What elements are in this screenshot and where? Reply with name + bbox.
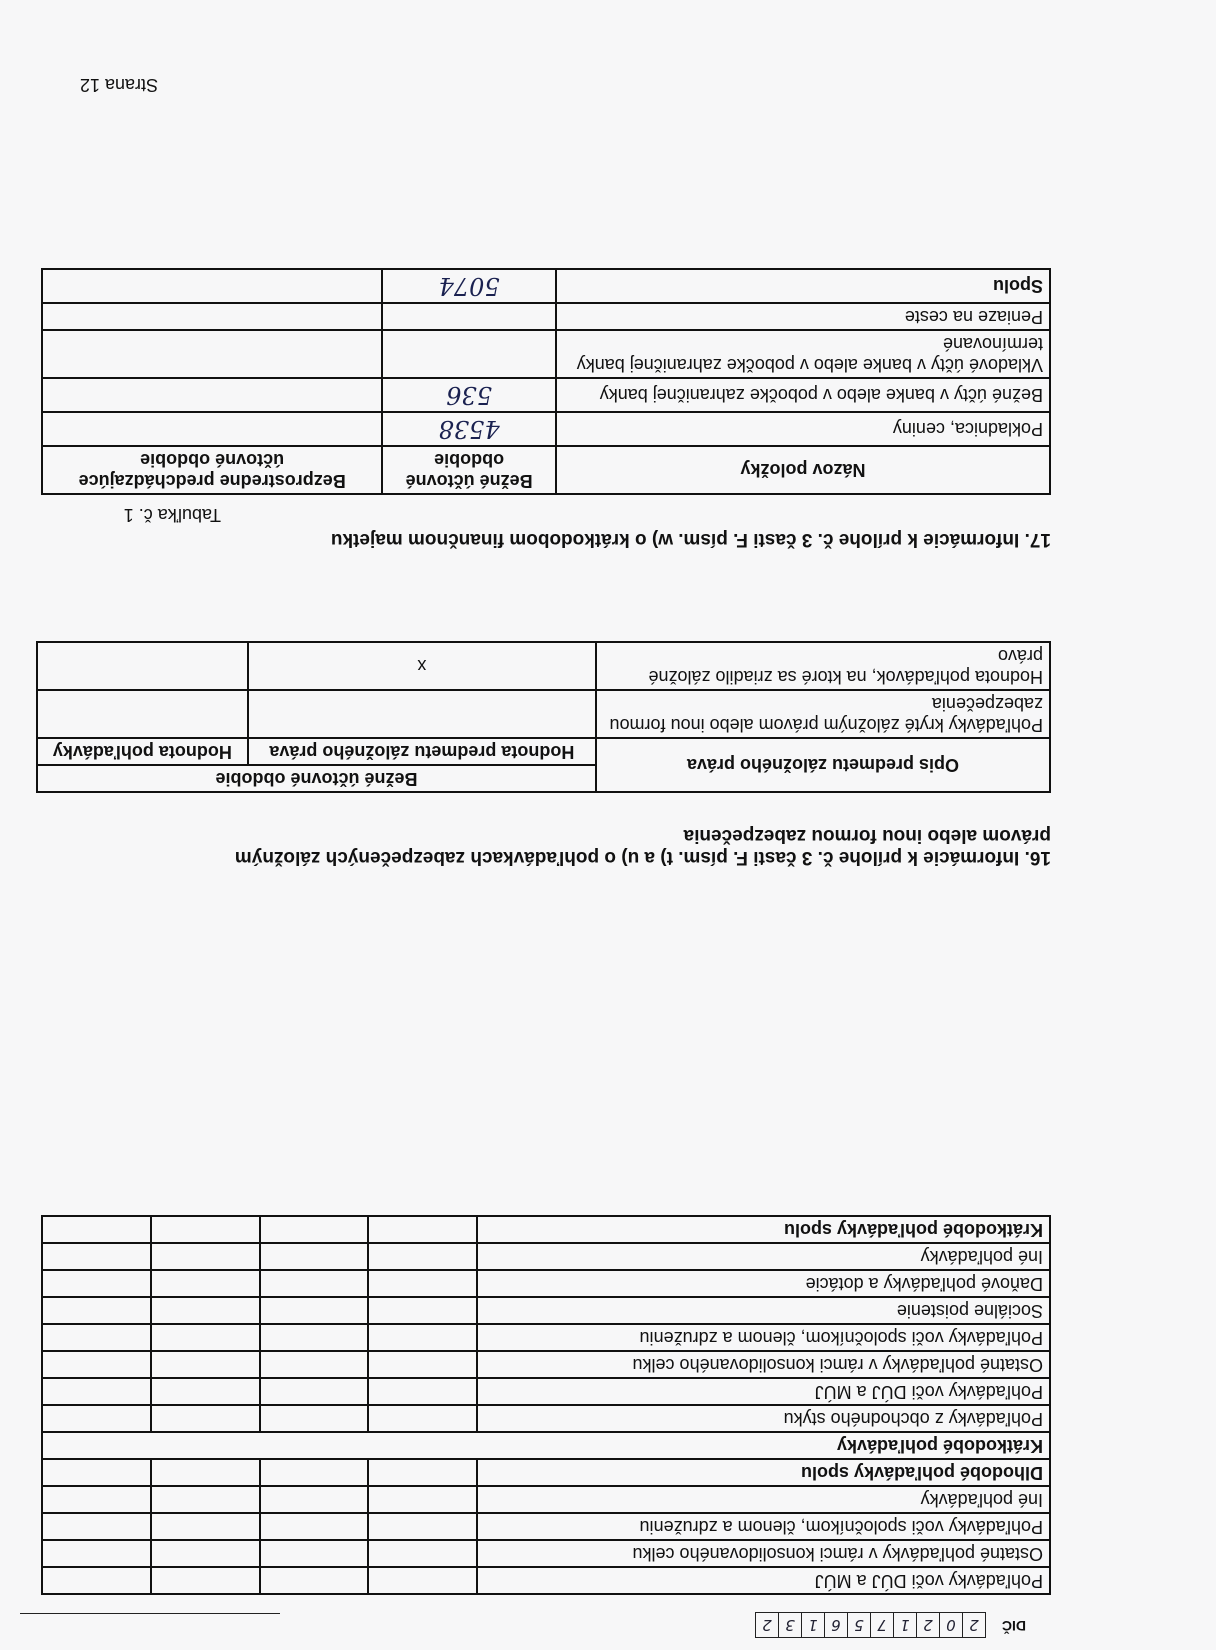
col-header-pledge-value: Hodnota predmetu záložného práva	[248, 738, 596, 765]
row-label: Hodnota pohľadávok, na ktoré sa zriadilo záložné právo	[596, 642, 1050, 690]
dic-digit: 7	[870, 1612, 893, 1638]
row-label: Ostatné pohľadávky v rámci konsolidovaného celku	[477, 1540, 1050, 1567]
col-header-description: Opis predmetu záložného práva	[596, 738, 1050, 792]
pledge-table	[36, 641, 1051, 793]
table-row	[42, 1459, 1050, 1486]
table-row	[42, 1486, 1050, 1513]
table-row	[42, 1324, 1050, 1351]
table-row	[42, 412, 1050, 446]
row-label: Pohľadávky kryté záložným právom alebo inou formou zabezpečenia	[596, 690, 1050, 738]
row-label: Pohľadávky z obchodného styku	[477, 1405, 1050, 1432]
table-row	[42, 303, 1050, 330]
financial-assets-table	[41, 268, 1051, 495]
table-header-row	[42, 446, 1050, 494]
dic-digit: 2	[916, 1612, 939, 1638]
table-row	[42, 1567, 1050, 1594]
table-row	[42, 1540, 1050, 1567]
row-label: Vkladové účty v banke alebo v pobočke zahraničnej banky termínované	[556, 330, 1050, 378]
section-16-title: 16. Informácie k prílohe č. 3 časti F. písm. t) a u) o pohľadávkach zabezpečených záložným právom alebo inou formou zabezpečenia	[234, 825, 1051, 868]
handwritten-total: 5074	[382, 269, 556, 303]
table-row	[42, 1513, 1050, 1540]
dic-label: DIČ	[1001, 1618, 1026, 1634]
dic-digit: 6	[824, 1612, 847, 1638]
table-row	[42, 1432, 1050, 1459]
row-label: Pohľadávky voči DÚJ a MÚJ	[477, 1567, 1050, 1594]
handwritten-value: 4538	[382, 412, 556, 446]
row-label: Pohľadávky voči spoločníkom, členom a združeniu	[477, 1513, 1050, 1540]
header-right-field	[20, 1613, 280, 1636]
row-label: Pohľadávky voči spoločníkom, členom a združeniu	[477, 1324, 1050, 1351]
row-label: Pokladnica, ceniny	[556, 412, 1050, 446]
dic-digit: 2	[962, 1612, 986, 1638]
dic-digit: 3	[778, 1612, 801, 1638]
table-row	[42, 1351, 1050, 1378]
table-row	[42, 1405, 1050, 1432]
total-label: Krátkodobé pohľadávky spolu	[477, 1216, 1050, 1243]
table-row	[42, 1216, 1050, 1243]
group-header: Krátkodobé pohľadávky	[42, 1432, 1050, 1459]
dic-digit: 0	[939, 1612, 962, 1638]
header-bar	[20, 1610, 1026, 1640]
row-label: Iné pohľadávky	[477, 1486, 1050, 1513]
page-number: Strana 12	[80, 75, 159, 95]
row-label: Pohľadávky voči DÚJ a MÚJ	[477, 1378, 1050, 1405]
dic-digit: 5	[847, 1612, 870, 1638]
row-label: Bežné účty v banke alebo v pobočke zahraničnej banky	[556, 378, 1050, 412]
col-header-name: Názov položky	[556, 446, 1050, 494]
table-row	[42, 1378, 1050, 1405]
dic-digit: 1	[801, 1612, 824, 1638]
table-row	[42, 1270, 1050, 1297]
handwritten-value: 536	[382, 378, 556, 412]
col-header-previous: Bezprostredne predchádzajúce účtovné obdobie	[42, 446, 382, 494]
dic-digit: 1	[893, 1612, 916, 1638]
table-row	[42, 1297, 1050, 1324]
col-header-current: Bežné účtovné obdobie	[37, 765, 596, 792]
table-row	[42, 269, 1050, 303]
table-row	[37, 690, 1050, 738]
dic-digit: 2	[755, 1612, 778, 1638]
table-row	[37, 642, 1050, 690]
na-mark: x	[248, 642, 596, 690]
handwritten-value	[382, 330, 556, 378]
table-row	[42, 1243, 1050, 1270]
table-row	[42, 378, 1050, 412]
dic-boxes	[755, 1612, 986, 1638]
row-label: Peniaze na ceste	[556, 303, 1050, 330]
handwritten-value	[382, 303, 556, 330]
table-row	[42, 330, 1050, 378]
receivables-table	[41, 1215, 1051, 1595]
table-header-row	[37, 765, 1050, 792]
section-17-title: 17. Informácie k prílohe č. 3 časti F. písm. w) o krátkodobom finančnom majetku	[330, 529, 1051, 550]
row-label: Sociálne poistenie	[477, 1297, 1050, 1324]
col-header-current: Bežné účtovné obdobie	[382, 446, 556, 494]
col-header-receivable-value: Hodnota pohľadávky	[37, 738, 248, 765]
row-label: Ostatné pohľadávky v rámci konsolidovaného celku	[477, 1351, 1050, 1378]
row-label: Daňové pohľadávky a dotácie	[477, 1270, 1050, 1297]
table-label: Tabuľka č. 1	[123, 505, 221, 525]
total-label: Dlhodobé pohľadávky spolu	[477, 1459, 1050, 1486]
row-label: Iné pohľadávky	[477, 1243, 1050, 1270]
total-label: Spolu	[556, 269, 1050, 303]
